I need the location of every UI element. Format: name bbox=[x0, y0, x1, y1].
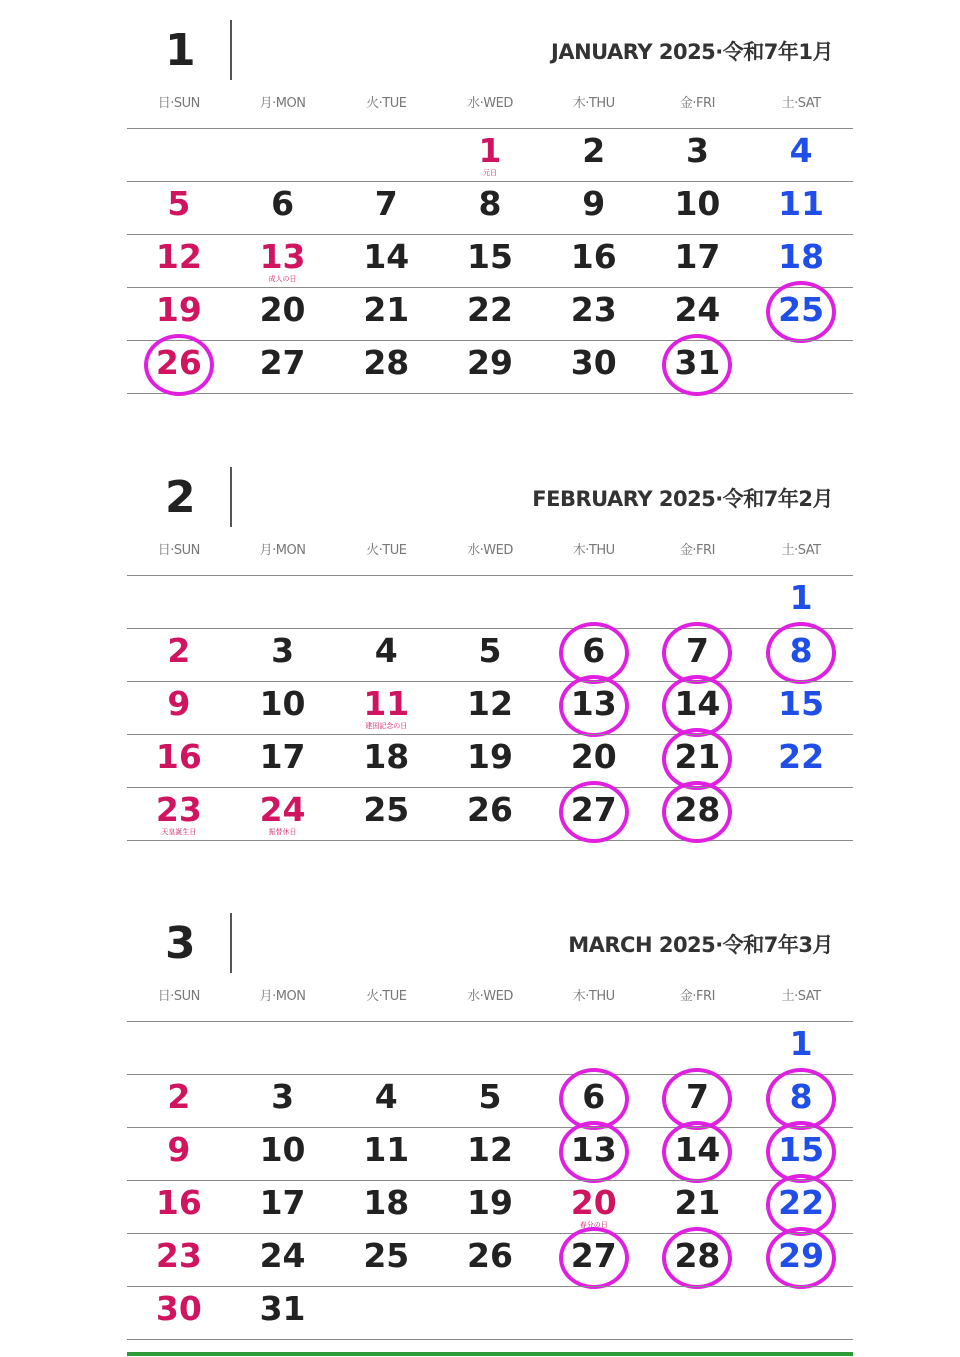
day-number: 15 bbox=[467, 237, 513, 276]
day-number: 26 bbox=[467, 790, 513, 829]
day-cell[interactable] bbox=[231, 182, 335, 234]
day-number: 3 bbox=[685, 131, 709, 170]
day-number: 18 bbox=[363, 1183, 410, 1222]
week-row bbox=[127, 128, 853, 181]
day-cell[interactable] bbox=[438, 1181, 542, 1233]
month-title: MARCH 2025·令和7年3月 bbox=[568, 933, 833, 957]
empty-cell bbox=[127, 576, 231, 628]
day-number: 24 bbox=[259, 1236, 306, 1275]
day-cell[interactable] bbox=[231, 1181, 335, 1233]
weekday-label: 金·FRI bbox=[679, 989, 715, 1004]
empty-cell bbox=[646, 576, 750, 628]
empty-cell bbox=[438, 1022, 542, 1074]
day-cell[interactable] bbox=[749, 629, 853, 681]
day-number: 25 bbox=[778, 290, 825, 329]
day-cell[interactable] bbox=[542, 235, 646, 287]
day-cell[interactable] bbox=[127, 1181, 231, 1233]
day-cell[interactable] bbox=[127, 788, 231, 840]
day-cell[interactable] bbox=[646, 1075, 750, 1127]
holiday-label: 天皇誕生日 bbox=[161, 828, 197, 836]
day-cell[interactable] bbox=[334, 1075, 438, 1127]
day-cell[interactable] bbox=[749, 1181, 853, 1233]
week-row bbox=[127, 1286, 853, 1340]
date-grid bbox=[127, 1021, 853, 1340]
day-number: 11 bbox=[778, 184, 825, 223]
day-number: 7 bbox=[685, 631, 709, 670]
day-cell[interactable] bbox=[542, 629, 646, 681]
day-number: 14 bbox=[674, 1130, 721, 1169]
day-cell[interactable] bbox=[438, 341, 542, 393]
day-number: 10 bbox=[674, 184, 721, 223]
day-cell[interactable] bbox=[438, 788, 542, 840]
weekday-label: 木·THU bbox=[572, 96, 615, 111]
day-cell[interactable] bbox=[231, 235, 335, 287]
day-number: 3 bbox=[271, 1077, 295, 1116]
day-cell[interactable] bbox=[231, 1287, 335, 1339]
month-number: 2 bbox=[165, 472, 196, 523]
day-cell[interactable] bbox=[749, 576, 853, 628]
day-number: 27 bbox=[570, 1236, 617, 1275]
day-cell[interactable] bbox=[542, 288, 646, 340]
week-row bbox=[127, 1233, 853, 1286]
day-number: 26 bbox=[467, 1236, 513, 1275]
day-cell[interactable] bbox=[646, 341, 750, 393]
day-number: 8 bbox=[478, 184, 502, 223]
day-cell[interactable] bbox=[542, 682, 646, 734]
day-cell[interactable] bbox=[646, 682, 750, 734]
weekday-label: 火·TUE bbox=[366, 96, 407, 111]
weekday-label: 水·WED bbox=[467, 543, 513, 558]
day-cell[interactable] bbox=[127, 682, 231, 734]
day-cell[interactable] bbox=[438, 288, 542, 340]
day-cell[interactable] bbox=[334, 1234, 438, 1286]
empty-cell bbox=[127, 1022, 231, 1074]
day-cell[interactable] bbox=[749, 1128, 853, 1180]
day-number: 13 bbox=[570, 1130, 617, 1169]
day-number: 25 bbox=[363, 1236, 410, 1275]
day-number: 16 bbox=[155, 1183, 202, 1222]
day-number: 28 bbox=[674, 1236, 721, 1275]
weekday-header bbox=[127, 92, 853, 116]
day-cell[interactable] bbox=[334, 182, 438, 234]
day-number: 8 bbox=[789, 631, 813, 670]
day-number: 31 bbox=[674, 343, 721, 382]
empty-cell bbox=[231, 129, 335, 181]
empty-cell bbox=[334, 1022, 438, 1074]
day-number: 24 bbox=[259, 790, 306, 829]
weekday-label: 月·MON bbox=[259, 96, 306, 111]
week-row bbox=[127, 1021, 853, 1074]
weekday-label: 火·TUE bbox=[366, 989, 407, 1004]
holiday-label: 成人の日 bbox=[268, 275, 297, 283]
day-cell[interactable] bbox=[749, 1022, 853, 1074]
day-number: 30 bbox=[155, 1289, 202, 1328]
day-number: 29 bbox=[467, 343, 513, 382]
day-cell[interactable] bbox=[127, 735, 231, 787]
day-number: 27 bbox=[259, 343, 306, 382]
day-number: 6 bbox=[582, 1077, 606, 1116]
day-number: 31 bbox=[259, 1289, 306, 1328]
weekday-label: 土·SAT bbox=[781, 96, 821, 111]
day-number: 20 bbox=[259, 290, 306, 329]
day-cell[interactable] bbox=[646, 182, 750, 234]
day-cell[interactable] bbox=[646, 629, 750, 681]
day-cell[interactable] bbox=[646, 129, 750, 181]
month-divider bbox=[230, 913, 232, 973]
day-cell[interactable] bbox=[438, 1234, 542, 1286]
week-row bbox=[127, 1180, 853, 1233]
day-number: 12 bbox=[467, 684, 513, 723]
weekday-label: 月·MON bbox=[259, 989, 306, 1004]
day-cell[interactable] bbox=[749, 1234, 853, 1286]
day-number: 23 bbox=[155, 790, 202, 829]
day-number: 18 bbox=[778, 237, 825, 276]
empty-cell bbox=[749, 341, 853, 393]
weekday-label: 月·MON bbox=[259, 543, 306, 558]
day-cell[interactable] bbox=[231, 1128, 335, 1180]
week-row bbox=[127, 734, 853, 787]
day-number: 17 bbox=[674, 237, 721, 276]
month-number: 1 bbox=[165, 25, 196, 76]
date-grid bbox=[127, 575, 853, 841]
day-number: 11 bbox=[363, 1130, 410, 1169]
day-cell[interactable] bbox=[127, 1287, 231, 1339]
day-cell[interactable] bbox=[334, 235, 438, 287]
day-cell[interactable] bbox=[438, 129, 542, 181]
day-cell[interactable] bbox=[127, 1075, 231, 1127]
day-cell[interactable] bbox=[438, 235, 542, 287]
day-cell[interactable] bbox=[438, 735, 542, 787]
weekday-label: 木·THU bbox=[572, 989, 615, 1004]
day-cell[interactable] bbox=[542, 1234, 646, 1286]
day-number: 19 bbox=[155, 290, 202, 329]
day-number: 2 bbox=[167, 1077, 191, 1116]
bottom-rule bbox=[127, 1352, 853, 1356]
day-number: 5 bbox=[167, 184, 191, 223]
day-cell[interactable] bbox=[646, 735, 750, 787]
day-cell[interactable] bbox=[749, 235, 853, 287]
day-cell[interactable] bbox=[334, 1128, 438, 1180]
day-number: 23 bbox=[570, 290, 617, 329]
day-cell[interactable] bbox=[438, 1075, 542, 1127]
month-block-1 bbox=[127, 20, 853, 420]
week-row bbox=[127, 1127, 853, 1180]
day-number: 5 bbox=[478, 631, 502, 670]
week-row bbox=[127, 575, 853, 628]
day-cell[interactable] bbox=[646, 1181, 750, 1233]
day-cell[interactable] bbox=[542, 182, 646, 234]
day-cell[interactable] bbox=[646, 235, 750, 287]
day-cell[interactable] bbox=[334, 288, 438, 340]
week-row bbox=[127, 234, 853, 287]
week-row bbox=[127, 1074, 853, 1127]
day-cell[interactable] bbox=[231, 1075, 335, 1127]
day-number: 18 bbox=[363, 737, 410, 776]
day-number: 8 bbox=[789, 1077, 813, 1116]
empty-cell bbox=[127, 129, 231, 181]
weekday-label: 日·SUN bbox=[157, 989, 200, 1004]
day-cell[interactable] bbox=[334, 1181, 438, 1233]
day-number: 21 bbox=[674, 737, 721, 776]
day-number: 7 bbox=[374, 184, 398, 223]
day-cell[interactable] bbox=[231, 629, 335, 681]
day-cell[interactable] bbox=[127, 1128, 231, 1180]
month-number: 3 bbox=[165, 918, 196, 969]
day-number: 15 bbox=[778, 1130, 825, 1169]
week-row bbox=[127, 340, 853, 394]
day-cell[interactable] bbox=[646, 1234, 750, 1286]
day-cell[interactable] bbox=[231, 682, 335, 734]
day-number: 19 bbox=[467, 737, 513, 776]
day-cell[interactable] bbox=[231, 341, 335, 393]
day-cell[interactable] bbox=[334, 682, 438, 734]
weekday-label: 火·TUE bbox=[366, 543, 407, 558]
day-cell[interactable] bbox=[127, 288, 231, 340]
day-cell[interactable] bbox=[334, 341, 438, 393]
day-number: 11 bbox=[363, 684, 410, 723]
day-number: 5 bbox=[478, 1077, 502, 1116]
day-cell[interactable] bbox=[749, 129, 853, 181]
day-cell[interactable] bbox=[334, 629, 438, 681]
day-number: 4 bbox=[374, 1077, 398, 1116]
day-number: 9 bbox=[582, 184, 606, 223]
day-number: 1 bbox=[789, 1024, 813, 1063]
day-number: 29 bbox=[778, 1236, 825, 1275]
holiday-label: 元日 bbox=[482, 169, 497, 177]
week-row bbox=[127, 287, 853, 340]
day-number: 28 bbox=[363, 343, 410, 382]
day-cell[interactable] bbox=[542, 1181, 646, 1233]
day-number: 9 bbox=[167, 684, 191, 723]
weekday-label: 水·WED bbox=[467, 96, 513, 111]
day-number: 12 bbox=[155, 237, 202, 276]
day-cell[interactable] bbox=[334, 735, 438, 787]
day-number: 4 bbox=[789, 131, 813, 170]
empty-cell bbox=[334, 1287, 438, 1339]
empty-cell bbox=[438, 1287, 542, 1339]
day-number: 22 bbox=[467, 290, 513, 329]
day-number: 23 bbox=[155, 1236, 202, 1275]
weekday-header bbox=[127, 539, 853, 563]
day-number: 2 bbox=[582, 131, 606, 170]
holiday-label: 春分の日 bbox=[579, 1221, 608, 1229]
day-number: 28 bbox=[674, 790, 721, 829]
day-cell[interactable] bbox=[542, 788, 646, 840]
week-row bbox=[127, 628, 853, 681]
day-number: 21 bbox=[674, 1183, 721, 1222]
empty-cell bbox=[646, 1287, 750, 1339]
day-number: 10 bbox=[259, 1130, 306, 1169]
day-number: 16 bbox=[570, 237, 617, 276]
day-number: 3 bbox=[271, 631, 295, 670]
day-cell[interactable] bbox=[127, 341, 231, 393]
day-number: 17 bbox=[259, 1183, 306, 1222]
day-number: 1 bbox=[789, 578, 813, 617]
month-divider bbox=[230, 20, 232, 80]
empty-cell bbox=[542, 576, 646, 628]
empty-cell bbox=[749, 788, 853, 840]
day-cell[interactable] bbox=[127, 1234, 231, 1286]
day-number: 19 bbox=[467, 1183, 513, 1222]
day-cell[interactable] bbox=[438, 629, 542, 681]
day-number: 25 bbox=[363, 790, 410, 829]
day-cell[interactable] bbox=[438, 682, 542, 734]
day-number: 22 bbox=[778, 1183, 825, 1222]
day-number: 17 bbox=[259, 737, 306, 776]
day-cell[interactable] bbox=[542, 735, 646, 787]
date-grid bbox=[127, 128, 853, 394]
day-number: 9 bbox=[167, 1130, 191, 1169]
empty-cell bbox=[231, 1022, 335, 1074]
day-cell[interactable] bbox=[646, 288, 750, 340]
day-cell[interactable] bbox=[542, 1075, 646, 1127]
day-number: 10 bbox=[259, 684, 306, 723]
empty-cell bbox=[334, 576, 438, 628]
weekday-label: 水·WED bbox=[467, 989, 513, 1004]
day-number: 20 bbox=[570, 1183, 617, 1222]
empty-cell bbox=[438, 576, 542, 628]
day-cell[interactable] bbox=[749, 182, 853, 234]
empty-cell bbox=[646, 1022, 750, 1074]
day-cell[interactable] bbox=[749, 682, 853, 734]
month-title: FEBRUARY 2025·令和7年2月 bbox=[532, 487, 833, 511]
month-block-2 bbox=[127, 467, 853, 867]
day-cell[interactable] bbox=[646, 1128, 750, 1180]
weekday-header bbox=[127, 985, 853, 1009]
weekday-label: 金·FRI bbox=[679, 543, 715, 558]
day-number: 7 bbox=[685, 1077, 709, 1116]
day-cell[interactable] bbox=[646, 788, 750, 840]
day-number: 6 bbox=[582, 631, 606, 670]
day-number: 1 bbox=[478, 131, 502, 170]
day-number: 24 bbox=[674, 290, 721, 329]
day-number: 6 bbox=[271, 184, 295, 223]
day-number: 2 bbox=[167, 631, 191, 670]
day-cell[interactable] bbox=[231, 1234, 335, 1286]
day-cell[interactable] bbox=[127, 235, 231, 287]
month-block-3 bbox=[127, 913, 853, 1328]
empty-cell bbox=[334, 129, 438, 181]
day-cell[interactable] bbox=[438, 1128, 542, 1180]
empty-cell bbox=[542, 1022, 646, 1074]
day-number: 14 bbox=[363, 237, 410, 276]
holiday-label: 建国記念の日 bbox=[365, 722, 408, 730]
weekday-label: 木·THU bbox=[572, 543, 615, 558]
empty-cell bbox=[231, 576, 335, 628]
day-cell[interactable] bbox=[231, 788, 335, 840]
day-number: 15 bbox=[778, 684, 825, 723]
empty-cell bbox=[749, 1287, 853, 1339]
weekday-label: 金·FRI bbox=[679, 96, 715, 111]
week-row bbox=[127, 787, 853, 841]
day-cell[interactable] bbox=[749, 735, 853, 787]
day-number: 26 bbox=[155, 343, 202, 382]
empty-cell bbox=[542, 1287, 646, 1339]
day-number: 4 bbox=[374, 631, 398, 670]
day-cell[interactable] bbox=[127, 182, 231, 234]
day-number: 30 bbox=[570, 343, 617, 382]
day-number: 27 bbox=[570, 790, 617, 829]
weekday-label: 土·SAT bbox=[781, 989, 821, 1004]
day-number: 22 bbox=[778, 737, 825, 776]
day-number: 13 bbox=[259, 237, 306, 276]
day-cell[interactable] bbox=[749, 288, 853, 340]
weekday-label: 土·SAT bbox=[781, 543, 821, 558]
day-number: 21 bbox=[363, 290, 410, 329]
day-cell[interactable] bbox=[542, 129, 646, 181]
weekday-label: 日·SUN bbox=[157, 96, 200, 111]
day-number: 16 bbox=[155, 737, 202, 776]
day-number: 13 bbox=[570, 684, 617, 723]
day-cell[interactable] bbox=[334, 788, 438, 840]
week-row bbox=[127, 181, 853, 234]
week-row bbox=[127, 681, 853, 734]
day-cell[interactable] bbox=[542, 1128, 646, 1180]
month-title: JANUARY 2025·令和7年1月 bbox=[551, 40, 833, 64]
weekday-label: 日·SUN bbox=[157, 543, 200, 558]
day-number: 20 bbox=[570, 737, 617, 776]
holiday-label: 振替休日 bbox=[268, 828, 297, 836]
day-number: 12 bbox=[467, 1130, 513, 1169]
month-divider bbox=[230, 467, 232, 527]
day-number: 14 bbox=[674, 684, 721, 723]
day-cell[interactable] bbox=[231, 735, 335, 787]
day-cell[interactable] bbox=[127, 629, 231, 681]
day-cell[interactable] bbox=[231, 288, 335, 340]
day-cell[interactable] bbox=[749, 1075, 853, 1127]
day-cell[interactable] bbox=[438, 182, 542, 234]
day-cell[interactable] bbox=[542, 341, 646, 393]
